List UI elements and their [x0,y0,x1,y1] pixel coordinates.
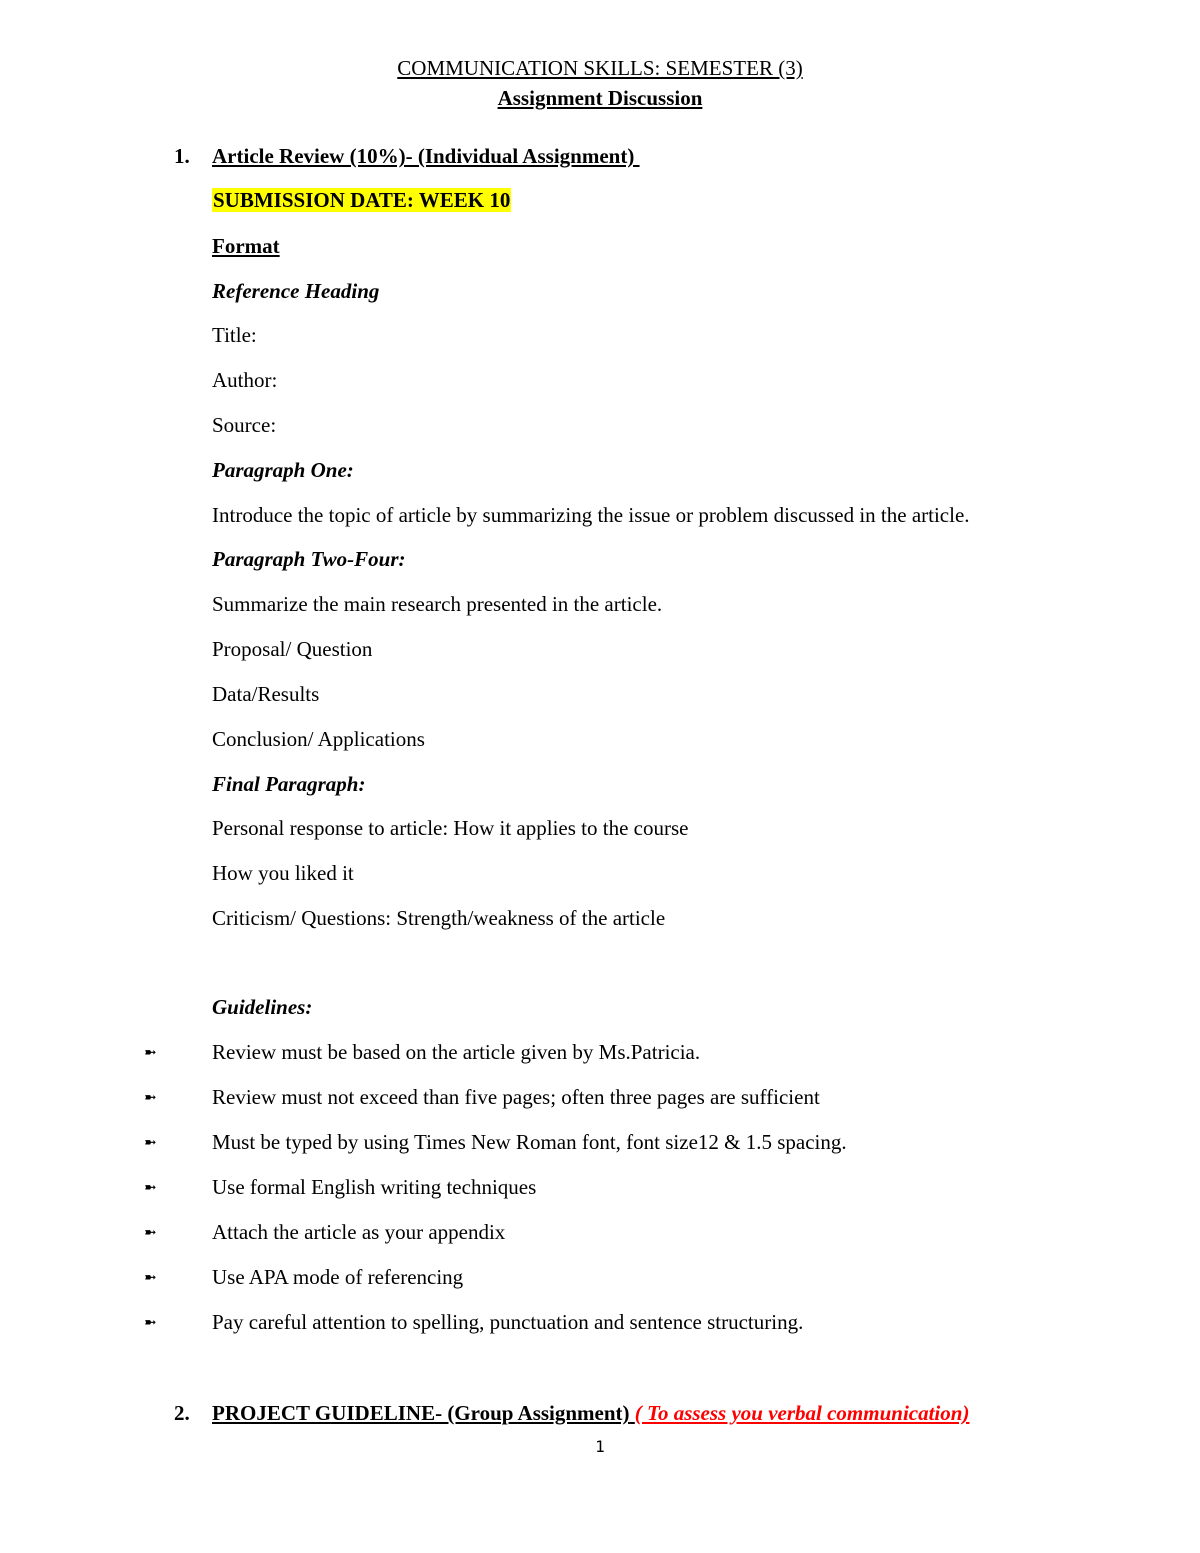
scissors-arrow-bullet-icon: ➼ [144,1043,157,1061]
guideline-item: Pay careful attention to spelling, punctuation and sentence structuring. [212,1310,804,1334]
guideline-item: Review must not exceed than five pages; often three pages are sufficient [212,1085,820,1109]
final-paragraph-item: How you liked it [212,861,354,885]
reference-heading: Reference Heading [212,279,380,303]
reference-field-author: Author: [212,368,278,392]
page-number: 1 [595,1437,605,1456]
paragraph-two-four-item: Conclusion/ Applications [212,727,425,751]
section-2-number: 2. [174,1401,190,1425]
format-label-text: Format [212,234,280,258]
document-title [0,58,1200,79]
submission-date-text: SUBMISSION DATE: WEEK 10 [213,188,511,212]
paragraph-one-label: Paragraph One: [212,458,354,482]
section-1-number: 1. [174,144,190,168]
scissors-arrow-bullet-icon: ➼ [144,1133,157,1151]
guideline-item: Must be typed by using Times New Roman font, font size12 & 1.5 spacing. [212,1130,847,1154]
final-paragraph-label: Final Paragraph: [212,772,366,796]
guideline-item: Use APA mode of referencing [212,1265,464,1289]
final-paragraph-item: Personal response to article: How it applies to the course [212,816,689,840]
section-2-heading [212,1403,969,1424]
guideline-item: Use formal English writing techniques [212,1175,537,1199]
paragraph-two-four-item: Data/Results [212,682,320,706]
scissors-arrow-bullet-icon: ➼ [144,1268,157,1286]
document-subtitle [0,88,1200,109]
reference-field-title: Title: [212,323,257,347]
scissors-arrow-bullet-icon: ➼ [144,1223,157,1241]
submission-date [212,190,511,211]
document-title-text: COMMUNICATION SKILLS: SEMESTER (3) [397,56,803,80]
reference-field-source: Source: [212,413,277,437]
guidelines-label: Guidelines: [212,995,313,1019]
scissors-arrow-bullet-icon: ➼ [144,1313,157,1331]
scissors-arrow-bullet-icon: ➼ [144,1178,157,1196]
section-1-heading [212,146,640,167]
format-label [212,236,280,257]
document-subtitle-text: Assignment Discussion [497,86,703,110]
paragraph-two-four-label: Paragraph Two-Four: [212,547,406,571]
final-paragraph-item: Criticism/ Questions: Strength/weakness of the article [212,906,666,930]
scissors-arrow-bullet-icon: ➼ [144,1088,157,1106]
section-1-heading-text: Article Review (10%)- (Individual Assignment) [212,144,640,168]
paragraph-two-four-item: Summarize the main research presented in the article. [212,592,663,616]
section-2-note: ( To assess you verbal communication) [634,1401,970,1425]
guideline-item: Attach the article as your appendix [212,1220,506,1244]
section-2-heading-text: PROJECT GUIDELINE- (Group Assignment) [212,1401,630,1425]
paragraph-two-four-item: Proposal/ Question [212,637,373,661]
guideline-item: Review must be based on the article given by Ms.Patricia. [212,1040,701,1064]
paragraph-one-text: Introduce the topic of article by summarizing the issue or problem discussed in the article. [212,503,970,527]
